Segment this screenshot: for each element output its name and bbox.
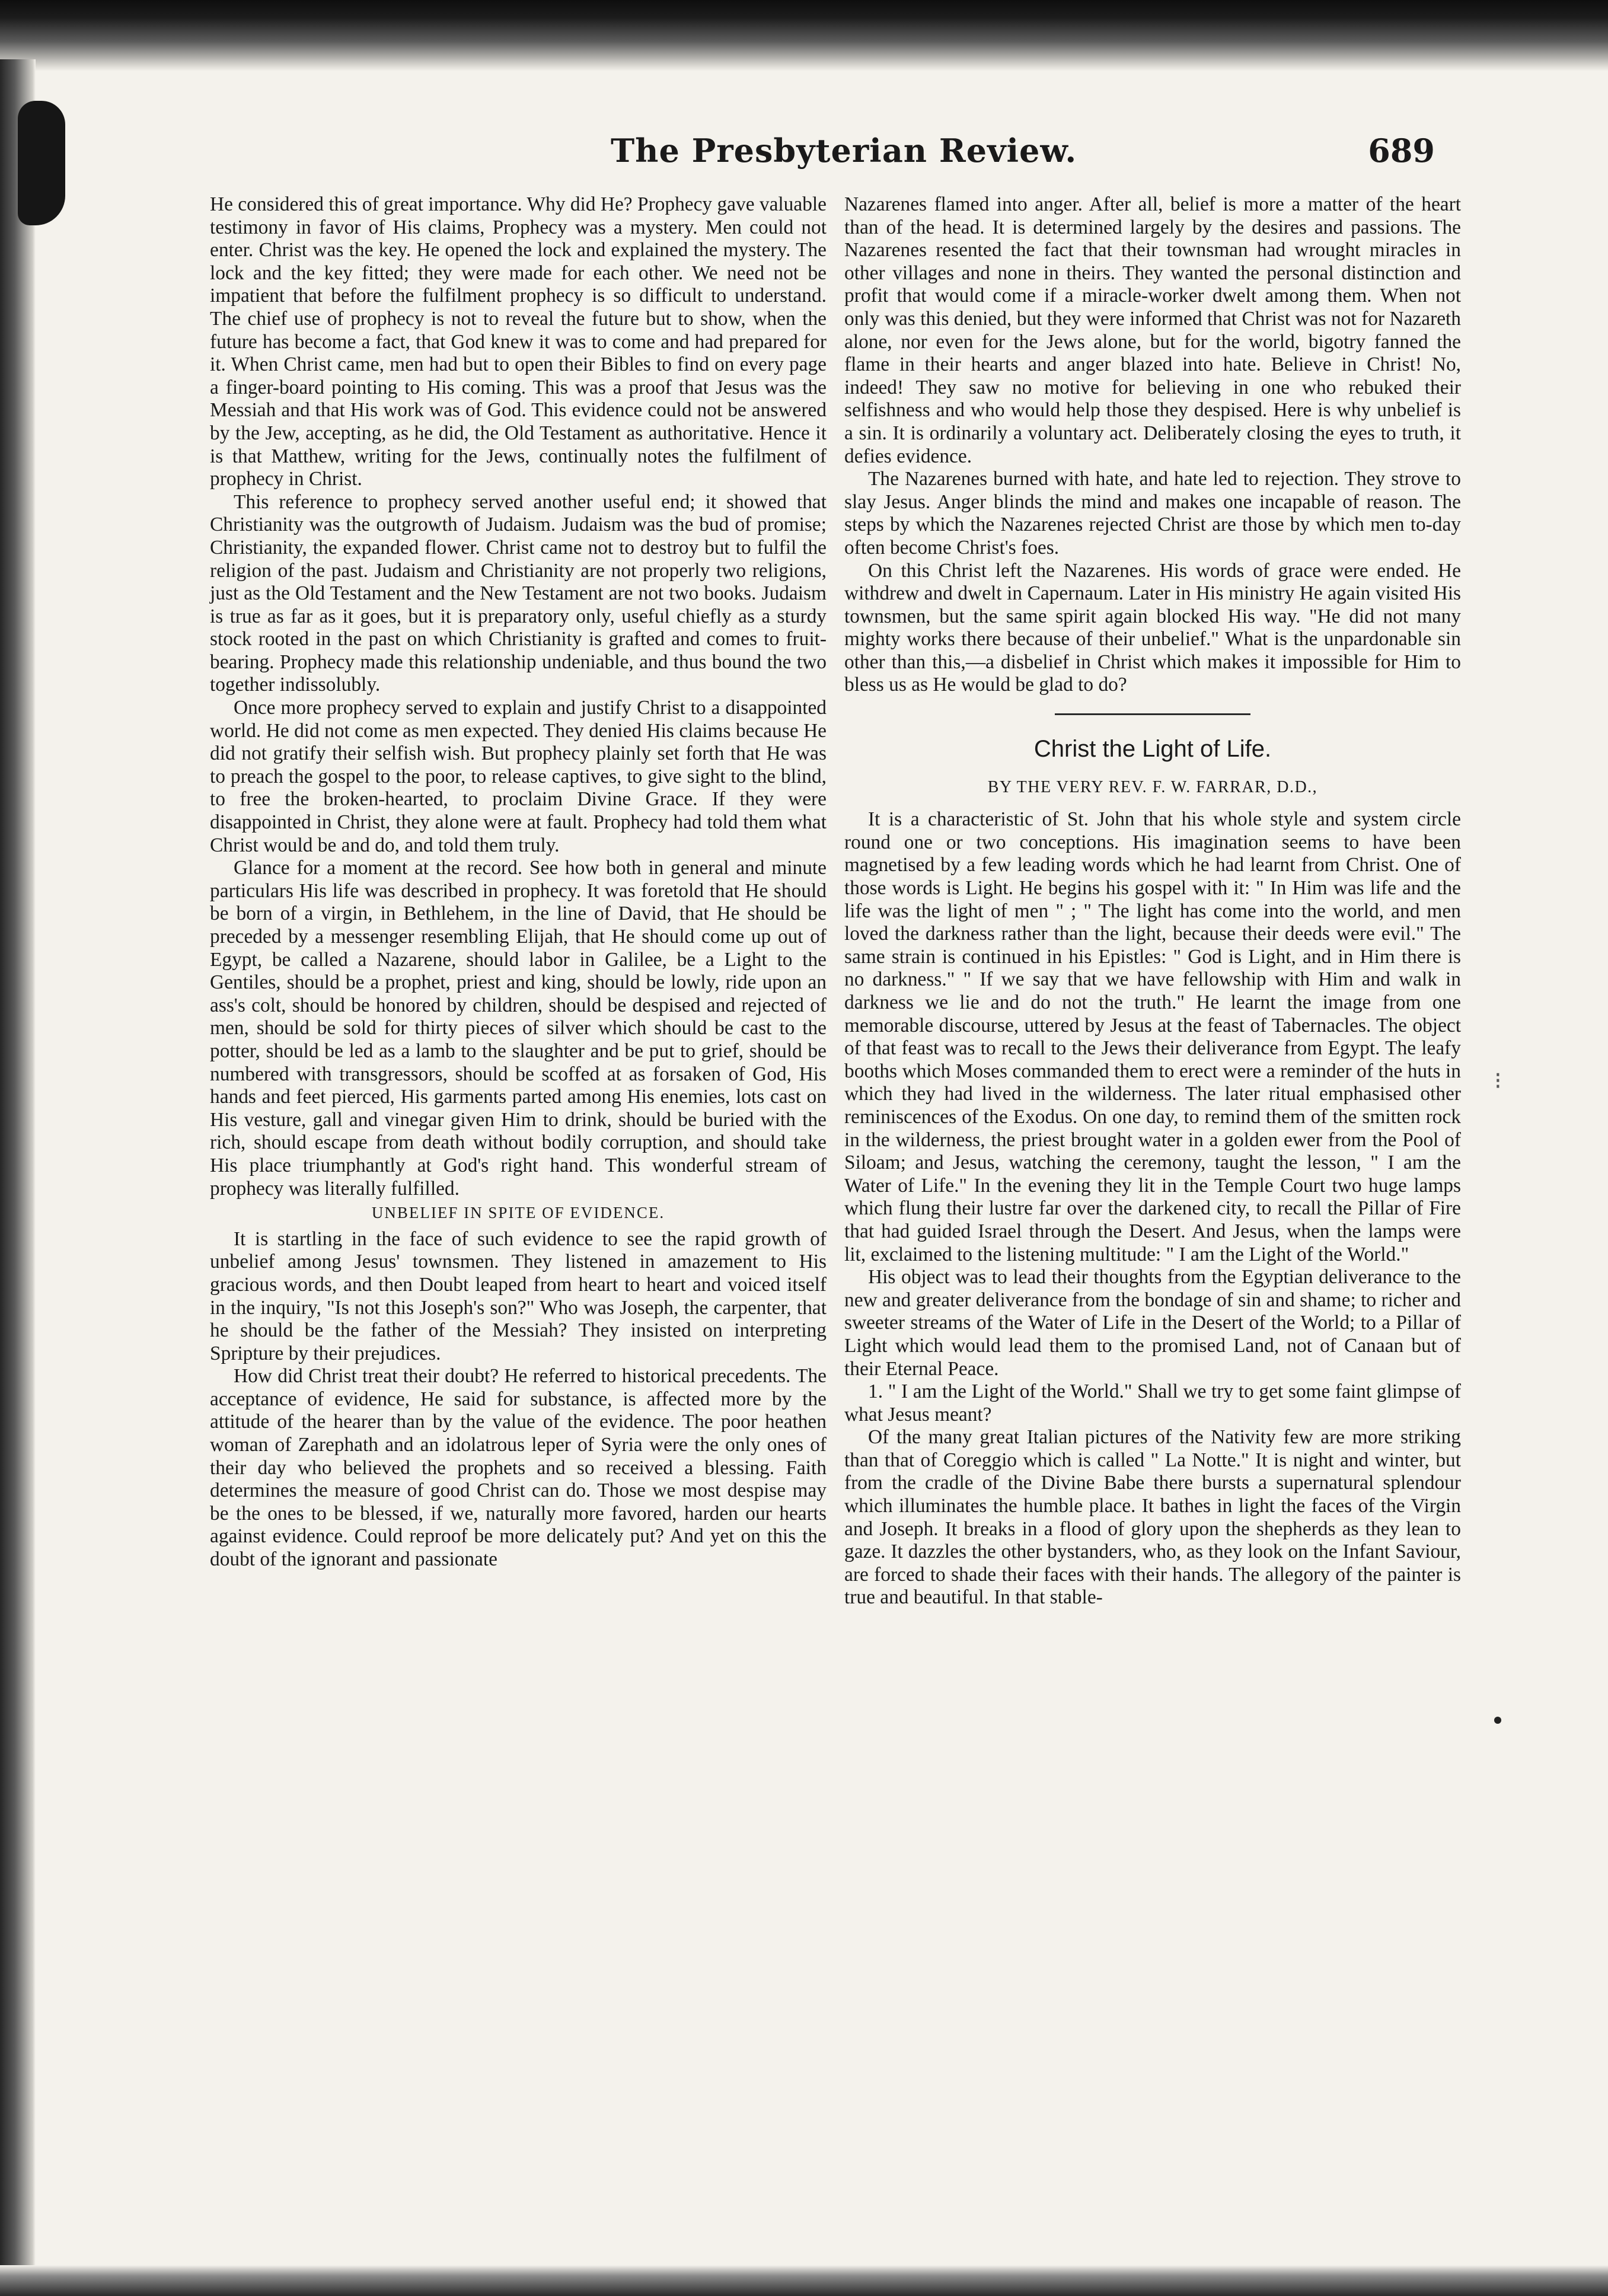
page-number: 689: [1368, 132, 1435, 170]
paragraph: On this Christ left the Nazarenes. His words of grace were ended. He withdrew and dwelt in Capernaum. Later in His ministry He again visited His townsmen, but the same spirit again blocked His way. "He did not many mighty works there because of their unbelief." What is the unpardonable sin other than this,—a disbelief in Christ which makes it impossible for Him to bless us as He would be glad to do?: [844, 559, 1461, 696]
scan-mark: ⁝: [1494, 1067, 1502, 1095]
article-byline: BY THE VERY REV. F. W. FARRAR, D.D.,: [987, 777, 1318, 796]
paragraph: 1. " I am the Light of the World." Shall we try to get some faint glimpse of what Jesus meant?: [844, 1380, 1461, 1426]
paragraph: His object was to lead their thoughts from the Egyptian deliverance to the new and greater deliverance from the bondage of sin and shame; to richer and sweeter streams of the Water of Life in the Desert of the World; to a Pillar of Light which would lead them to the promised Land, not of Canaan but of their Eternal Peace.: [844, 1266, 1461, 1380]
paragraph: Glance for a moment at the record. See how both in general and minute particulars His life was described in prophecy. It was foretold that He should be born of a virgin, in Bethlehem, in the line of David, that He should be preceded by a messenger resembling Elijah, that He should come up out of Egypt, be called a Nazarene, should labor in Galilee, be a Light to the Gentiles, should be a prophet, priest and king, should be lowly, ride upon an ass's colt, should be honored by children, should be despised and rejected of men, should be sold for thirty pieces of silver which should be cast to the potter, should be led as a lamb to the slaughter and be put to grief, should be numbered with transgressors, should be scoffed at as forsaken of God, His hands and feet pierced, His garments parted among His enemies, lots cast on His vesture, gall and vinegar given Him to drink, should be buried with the rich, should escape from death without bodily corruption, and should take His place triumphantly at God's right hand. This wonderful stream of prophecy was literally fulfilled.: [210, 857, 827, 1200]
paragraph: He considered this of great importance. Why did He? Prophecy gave valuable testimony in favor of His claims, Prophecy was a mystery. Men could not enter. Christ was the key. He opened the lock and explained the mystery. The lock and the key fitted; they were made for each other. We need not be impatient that before the fulfilment prophecy is so difficult to understand. The chief use of prophecy is not to reveal the future but to show, when the future has become a fact, that God knew it was to come and had prepared for it. When Christ came, men had but to open their Bibles to find on every page a finger-board pointing to His coming. This was a proof that Jesus was the Messiah and that His work was of God. This evidence could not be answered by the Jew, accepting, as he did, the Old Testament as authoritative. Hence it is that Matthew, writing for the Jews, continually notes the fulfilment of prophecy in Christ.: [210, 193, 827, 490]
journal-title: The Presbyterian Review.: [611, 132, 1077, 170]
scan-bottom-edge: [0, 2265, 1608, 2296]
paragraph: It is a characteristic of St. John that his whole style and system circle round one or two conceptions. His imagination seems to have been magnetised by a few leading words which he had learnt from Christ. One of those words is Light. He begins his gospel with it: " In Him was life and the life was the light of men " ; " The light has come into the world, and men loved the darkness rather than the light, because their deeds were evil." The same strain is continued in his Epistles: " God is Light, and in Him there is no darkness." " If we say that we have fellowship with Him and walk in darkness we lie and do not the truth." He learnt the image from one memorable discourse, uttered by Jesus at the feast of Tabernacles. The object of that feast was to recall to the Jews their deliverance from Egypt. The leafy booths which Moses commanded them to erect were a reminder of the huts in which they had lived in the wilderness. The later ritual emphasised other reminiscences of the Exodus. On one day, to remind them of the smitten rock in the wilderness, the priest brought water in a golden ewer from the Pool of Siloam; and Jesus, watching the ceremony, taught the lesson, " I am the Water of Life." In the evening they lit in the Temple Court two huge lamps which flung their lustre far over the darkened city, to recall the Pillar of Fire that had guided Israel through the Desert. And Jesus, when the lamps were lit, exclaimed to the listening multitude: " I am the Light of the World.": [844, 808, 1461, 1265]
paragraph: It is startling in the face of such evidence to see the rapid growth of unbelief among Jesus' townsmen. They listened in amazement to His gracious words, and then Doubt leaped from heart to heart and voiced itself in the inquiry, "Is not this Joseph's son?" Who was Joseph, the carpenter, that he should be the father of the Messiah? They insisted on interpreting Spripture by their prejudices.: [210, 1227, 827, 1364]
scan-left-edge: [0, 59, 36, 2296]
scan-top-edge: [0, 0, 1608, 71]
paragraph: Once more prophecy served to explain and justify Christ to a disappointed world. He did not come as men expected. They denied His claims because He did not gratify their selfish wish. But prophecy plainly set forth that He was to preach the gospel to the poor, to release captives, to give sight to the blind, to free the broken-hearted, to proclaim Divine Grace. If they were disappointed in Christ, they alone were at fault. Prophecy had told them what Christ would be and do, and told them truly.: [210, 697, 827, 856]
article-title: Christ the Light of Life.: [1033, 736, 1272, 763]
right-column: [844, 193, 1461, 1609]
running-head: [219, 132, 1435, 179]
paragraph: This reference to prophecy served another useful end; it showed that Christianity was the outgrowth of Judaism. Judaism was the bud of promise; Christianity, the expanded flower. Christ came not to destroy but to fulfil the religion of the past. Judaism and Christianity are not properly two religions, just as the Old Testament and the New Testament are not two books. Judaism is true as far as it goes, but it is preparatory only, useful chiefly as a sturdy stock rooted in the past on which Christianity is grafted and comes to fruit-bearing. Prophecy made this relationship undeniable, and thus bound the two together indissolubly.: [210, 490, 827, 696]
paragraph: How did Christ treat their doubt? He referred to historical precedents. The acceptance of evidence, He said for substance, is affected more by the attitude of the hearer than by the value of the evidence. The poor heathen woman of Zarephath and an idolatrous leper of Syria were the only ones of their day who believed the prophets and so received a blessing. Faith determines the measure of good Christ can do. Those we most despise may be the ones to be blessed, if we, naturally more favored, harden our hearts against evidence. Could reproof be more delicately put? And yet on this the doubt of the ignorant and passionate: [210, 1365, 827, 1571]
paragraph: The Nazarenes burned with hate, and hate led to rejection. They strove to slay Jesus. Anger blinds the mind and makes one incapable of reason. The steps by which the Nazarenes rejected Christ are those by which men to-day often become Christ's foes.: [844, 468, 1461, 559]
paragraph: Of the many great Italian pictures of the Nativity few are more striking than that of Coreggio which is called " La Notte." It is night and winter, but from the cradle of the Divine Babe there bursts a supernatural splendour which illuminates the humble place. It bathes in light the faces of the Virgin and Joseph. It breaks in a flood of glory upon the shepherds as they lean to gaze. It dazzles the other bystanders, who, as they look on the Infant Saviour, are forced to shade their faces with their hands. The allegory of the painter is true and beautiful. In that stable-: [844, 1426, 1461, 1609]
left-column: [210, 193, 827, 1571]
section-divider: [1055, 713, 1250, 715]
scan-dot: [1494, 1717, 1501, 1724]
section-subheading: UNBELIEF IN SPITE OF EVIDENCE.: [371, 1204, 665, 1222]
scan-blot: [18, 101, 65, 225]
paragraph: Nazarenes flamed into anger. After all, belief is more a matter of the heart than of the head. It is determined largely by the desires and passions. The Nazarenes resented the fact that their townsman had wrought miracles in other villages and none in theirs. They wanted the personal distinction and profit that would come if a miracle-worker dwelt among them. When not only was this denied, but they were informed that Christ was not for Nazareth alone, nor even for the Jews alone, but for the world, bigotry fanned the flame in their hearts and anger blazed into hate. Believe in Christ! No, indeed! They saw no motive for believing in one who rebuked their selfishness and who would help those they despised. Here is why unbelief is a sin. It is ordinarily a voluntary act. Deliberately closing the eyes to truth, it defies evidence.: [844, 193, 1461, 467]
